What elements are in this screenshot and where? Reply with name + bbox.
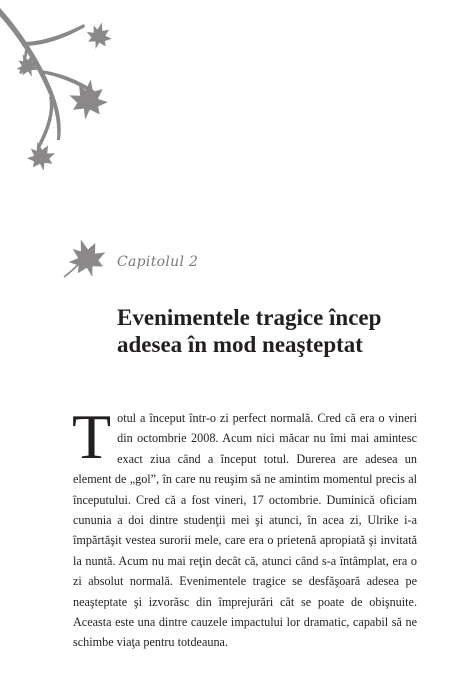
drop-cap: T bbox=[72, 401, 112, 472]
maple-leaf-icon bbox=[66, 76, 111, 123]
body-text: otul a început într-o zi perfect normală. Cred că era o vineri din octombrie 2008. Acum nici măcar nu îmi mai amintesc exact ziua când a început totul. Durerea are adesea un element de „gol”, în care nu reuşim să ne amintim momentul precis al începutului. Cred că a fost vineri, 17 octombrie. Duminică oficiam cununia a doi dintre studenţii mei şi atunci, în acea zi, Ulrike i-a împărtăşit vestea surorii mele, care era o prietenă apropiată şi invitată la nuntă. Acum nu mai reţin decât că, atunci când s-a întâmplat, era o zi absolut normală. Evenimentele tragice se desfăşoară adesea pe neaşteptate şi izvorăsc din împrejurări cât se poate de obişnuite. Aceasta este una dintre cauzele impactului lor dramatic, capabil să ne schimbe viaţa pentru totdeauna. bbox=[73, 411, 417, 650]
maple-leaf-icon bbox=[60, 237, 110, 283]
body-paragraph bbox=[72, 401, 417, 653]
maple-leaf-icon bbox=[83, 19, 115, 52]
chapter-label: Capitolul 2 bbox=[117, 254, 199, 270]
chapter-title: Evenimentele tragice încep adesea în mod neaşteptat bbox=[117, 305, 382, 357]
maple-branch-illustration bbox=[0, 0, 130, 180]
